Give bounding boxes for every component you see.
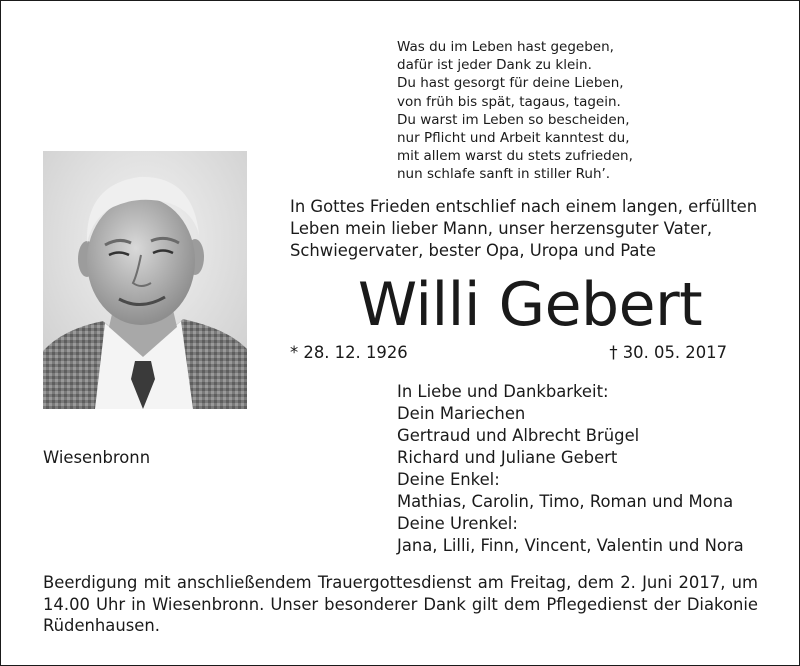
poem-line: Du warst im Leben so bescheiden,: [397, 111, 630, 128]
poem-line: nun schlafe sanft in stiller Ruh’.: [397, 166, 611, 183]
mourners-line: Mathias, Carolin, Timo, Roman und Mona: [397, 492, 734, 511]
poem-line: von früh bis spät, tagaus, tagein.: [397, 93, 621, 110]
death-announcement: [290, 196, 770, 262]
funeral-line: 14.00 Uhr in Wiesenbronn. Unser besonderer Dank gilt dem Pflegedienst der Diakonie: [43, 594, 758, 614]
funeral-line: Rüdenhausen.: [43, 616, 160, 635]
funeral-line: Beerdigung mit anschließendem Trauergottesdienst am Freitag, dem 2. Juni 2017, um: [43, 573, 758, 592]
announcement-line: Schwiegervater, bester Opa, Uropa und Pate: [290, 241, 656, 260]
place-of-residence: Wiesenbronn: [43, 448, 151, 467]
mourners-line: Gertraud und Albrecht Brügel: [397, 426, 640, 445]
portrait-illustration: [43, 151, 247, 409]
poem-line: Du hast gesorgt für deine Lieben,: [397, 75, 624, 92]
mourners-list: [397, 381, 777, 557]
mourners-line: Richard und Juliane Gebert: [397, 448, 618, 467]
portrait-photo: [43, 151, 247, 409]
mourners-line: Jana, Lilli, Finn, Vincent, Valentin und Nora: [397, 536, 744, 555]
deceased-name: Willi Gebert: [357, 270, 703, 340]
poem-line: dafür ist jeder Dank zu klein.: [397, 57, 592, 74]
funeral-details: [43, 572, 758, 637]
poem-line: nur Pflicht und Arbeit kanntest du,: [397, 130, 630, 147]
death-date: † 30. 05. 2017: [609, 343, 727, 362]
memorial-poem: [397, 38, 757, 184]
announcement-line: In Gottes Frieden entschlief nach einem langen, erfüllten: [290, 197, 758, 216]
poem-line: mit allem warst du stets zufrieden,: [397, 148, 633, 165]
mourners-line: Deine Enkel:: [397, 470, 500, 489]
mourners-line: Dein Mariechen: [397, 404, 526, 423]
poem-line: Was du im Leben hast gegeben,: [397, 39, 614, 55]
announcement-line: Leben mein lieber Mann, unser herzensguter Vater,: [290, 219, 713, 238]
birth-date: * 28. 12. 1926: [290, 343, 408, 362]
mourners-line: In Liebe und Dankbarkeit:: [397, 382, 609, 401]
mourners-line: Deine Urenkel:: [397, 514, 518, 533]
